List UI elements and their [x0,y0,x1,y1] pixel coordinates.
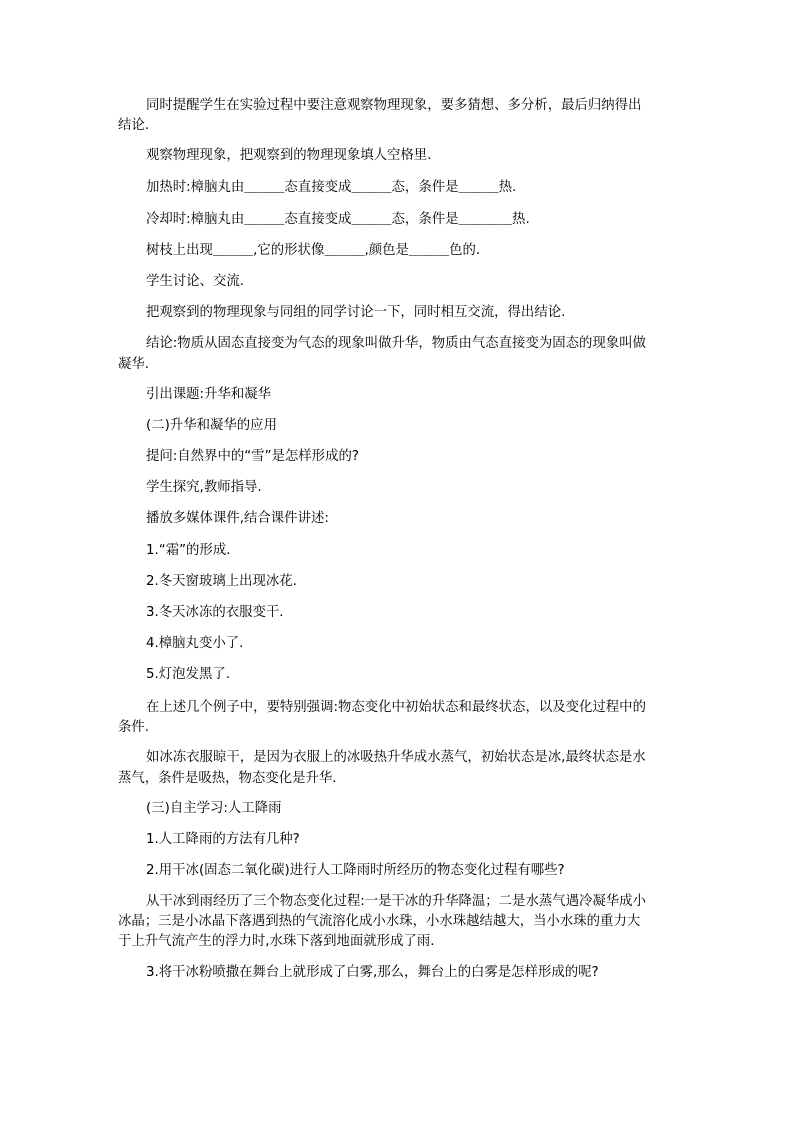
paragraph-student-explore: 学生探究,教师指导. [146,480,262,495]
list-item-bulb: 5.灯泡发黑了. [146,667,230,682]
paragraph-conclusion-line1: 结论:物质从固态直接变为气态的现象叫做升华，物质由气态直接变为固态的现象叫做 [146,336,646,351]
paragraph-example-line2: 蒸气，条件是吸热，物态变化是升华. [118,771,337,786]
paragraph-cooling-blanks: 冷却时:樟脑丸由＿＿＿态直接变成＿＿＿态，条件是＿＿＿＿热. [146,212,530,227]
paragraph-question-snow: 提问:自然界中的“雪”是怎样形成的? [146,449,359,464]
paragraph-conclusion-line2: 凝华. [118,357,150,372]
list-item-rain-methods: 1.人工降雨的方法有几种? [146,832,300,847]
list-item-window-ice: 2.冬天窗玻璃上出现冰花. [146,574,297,589]
paragraph-emphasis-line2: 条件. [118,720,150,735]
section-heading-self-study: (三)自主学习:人工降雨 [146,801,282,816]
paragraph-topic: 引出课题:升华和凝华 [146,387,272,402]
paragraph-group-discussion: 把观察到的物理现象与同组的同学讨论一下，同时相互交流，得出结论. [146,305,566,320]
paragraph-observe-instruction: 观察物理现象，把观察到的物理现象填人空格里. [146,148,432,163]
list-item-stage-fog: 3.将干冰粉喷撒在舞台上就形成了白雾,那么，舞台上的白雾是怎样形成的呢? [146,965,599,980]
section-heading-applications: (二)升华和凝华的应用 [146,418,277,433]
list-item-camphor: 4.樟脑丸变小了. [146,636,244,651]
paragraph-process-line2: 冰晶；三是小冰晶下落遇到热的气流溶化成小水珠，小水珠越结越大，当小水珠的重力大 [118,914,641,929]
paragraph-observe-reminder-line1: 同时提醒学生在实验过程中要注意观察物理现象，要多猜想、多分析，最后归纳得出 [146,98,642,113]
paragraph-heating-blanks: 加热时:樟脑丸由＿＿＿态直接变成＿＿＿态，条件是＿＿＿热. [146,180,517,195]
paragraph-process-line1: 从干冰到雨经历了三个物态变化过程:一是干冰的升华降温；二是水蒸气遇冷凝华成小 [146,894,646,909]
paragraph-branch-blanks: 树枝上出现＿＿＿,它的形状像＿＿＿,颜色是＿＿＿色的. [146,243,481,258]
paragraph-observe-reminder-line2: 结论. [118,118,150,133]
list-item-frozen-clothes: 3.冬天冰冻的衣服变干. [146,605,284,620]
list-item-dry-ice-process: 2.用干冰(固态二氧化碳)进行人工降雨时所经历的物态变化过程有哪些? [146,863,565,878]
paragraph-process-line3: 于上升气流产生的浮力时,水珠下落到地面就形成了雨. [118,934,435,949]
paragraph-student-discussion: 学生讨论、交流. [146,274,244,289]
paragraph-example-line1: 如冰冻衣服晾干，是因为衣服上的冰吸热升华成水蒸气，初始状态是冰,最终状态是水 [146,750,646,765]
paragraph-emphasis-line1: 在上述几个例子中，要特别强调:物态变化中初始状态和最终状态，以及变化过程中的 [146,700,646,715]
paragraph-multimedia: 播放多媒体课件,结合课件讲述: [146,511,329,526]
list-item-frost: 1.“霜”的形成. [146,543,231,558]
